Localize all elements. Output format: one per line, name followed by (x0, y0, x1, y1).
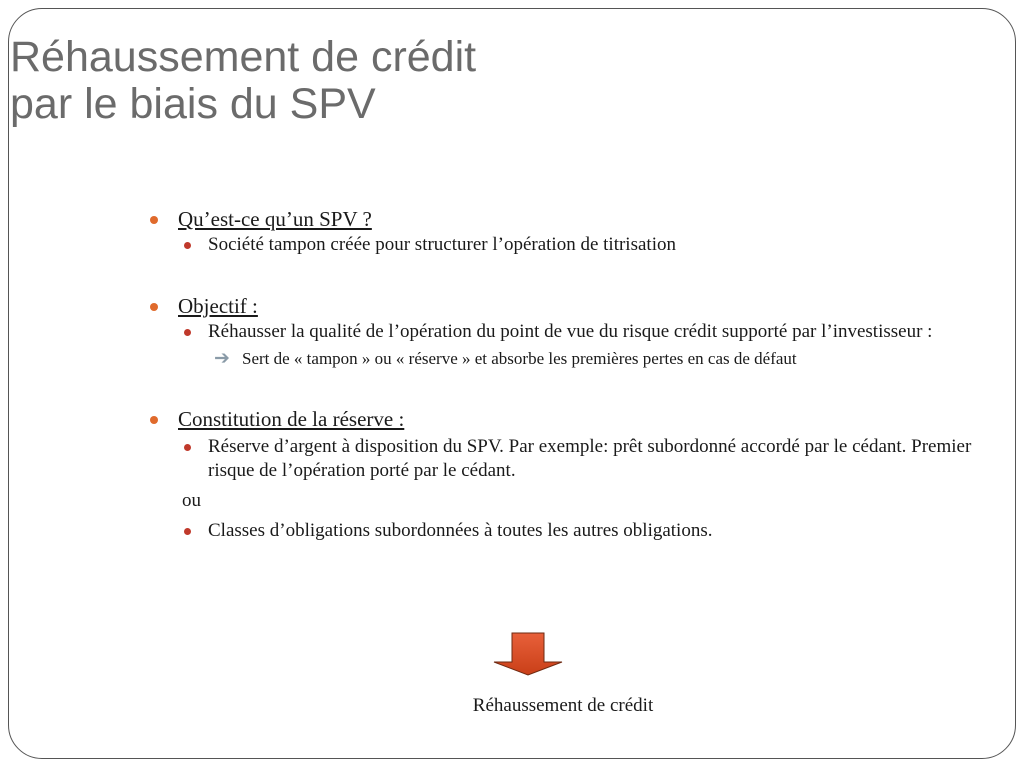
bullet-text: Classes d’obligations subordonnées à toutes les autres obligations. (208, 520, 713, 541)
slide-content (148, 206, 998, 543)
section-heading: Objectif : (178, 294, 258, 318)
bullet-dot-icon (150, 216, 158, 224)
section-heading: Constitution de la réserve : (178, 407, 405, 431)
bullet-dot-icon (150, 303, 158, 311)
title-line-2: par le biais du SPV (10, 80, 376, 128)
right-arrow-icon: ➔ (214, 347, 230, 369)
title-line-1: Réhaussement de crédit (10, 33, 477, 81)
bullet-constitution-reserve (148, 406, 998, 433)
bullet-dot-icon (184, 528, 191, 535)
sub-bullet-subordinated-classes (148, 519, 998, 543)
bullet-text: Réserve d’argent à disposition du SPV. Par exemple: prêt subordonné accordé par le cédant. Premier risque de l’opération porté par le cédant. (208, 436, 972, 481)
bullet-objectif (148, 293, 998, 320)
bullet-dot-icon (184, 444, 191, 451)
bullet-dot-icon (150, 416, 158, 424)
bullet-text: Société tampon créée pour structurer l’opération de titrisation (208, 234, 676, 255)
sub-sub-bullet-buffer (148, 348, 998, 370)
section-heading: Qu’est-ce qu’un SPV ? (178, 207, 372, 231)
sub-bullet-reserve-cash (148, 435, 998, 483)
bullet-text: Réhausser la qualité de l’opération du point de vue du risque crédit supporté par l’investisseur : (208, 321, 933, 342)
bullet-what-is-spv (148, 206, 998, 233)
slide-title (10, 34, 476, 128)
down-arrow-icon (492, 632, 564, 676)
sub-bullet-definition (148, 233, 998, 257)
sub-bullet-objective-text (148, 320, 998, 344)
bullet-dot-icon (184, 242, 191, 249)
bullet-dot-icon (184, 329, 191, 336)
result-label: Réhaussement de crédit (472, 695, 654, 716)
bullet-text: Sert de « tampon » ou « réserve » et absorbe les premières pertes en cas de défaut (242, 349, 797, 368)
connector-ou: ou (182, 490, 201, 511)
